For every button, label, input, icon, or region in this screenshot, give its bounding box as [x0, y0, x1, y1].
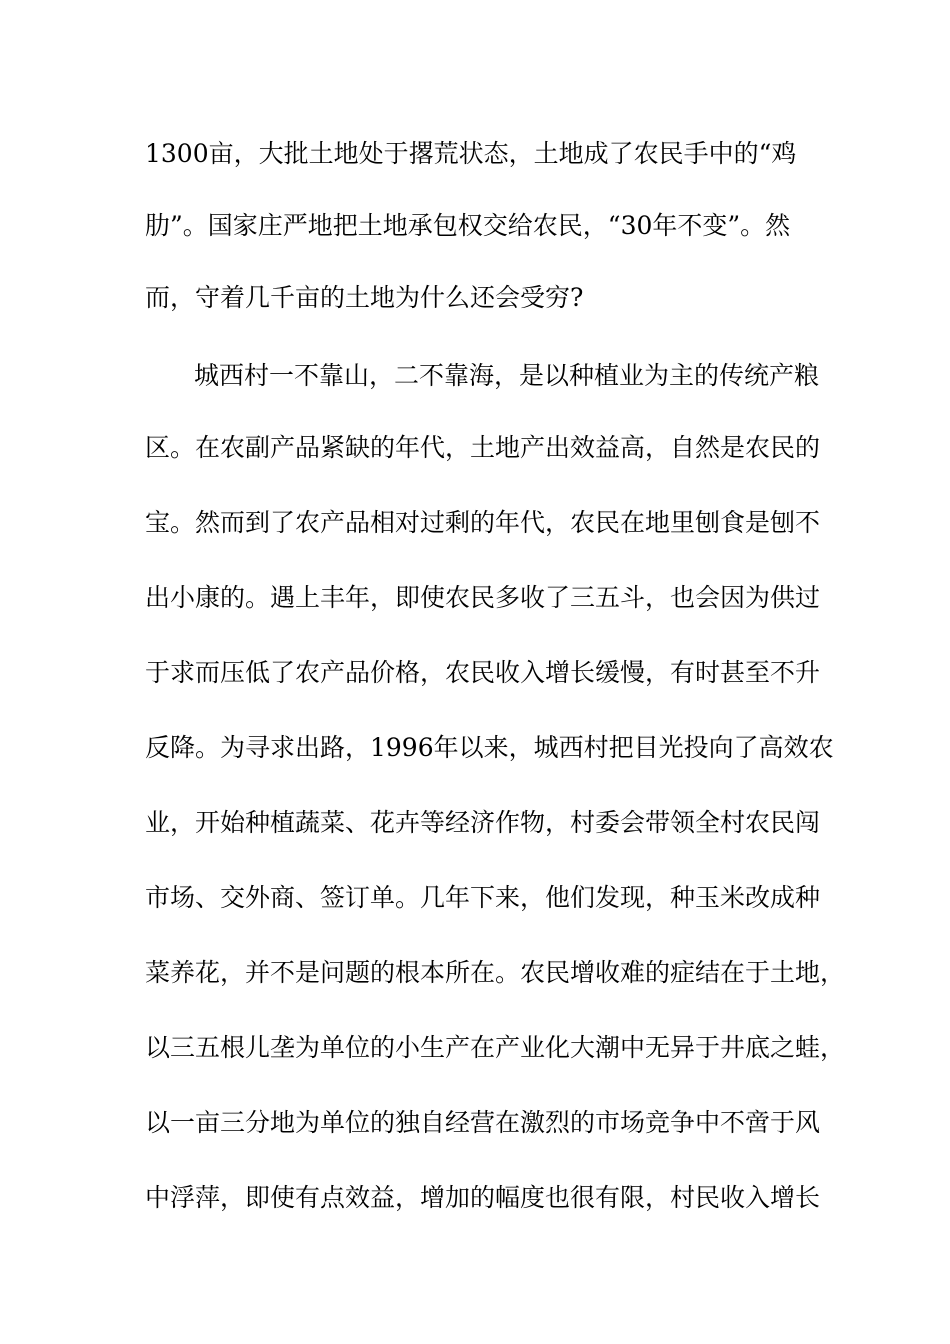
text-line-10: 业，开始种植蔬菜、花卉等经济作物，村委会带领全村农民闯	[145, 808, 821, 837]
text-line-9: 反降。为寻求出路，1996年以来，城西村把目光投向了高效农	[145, 733, 834, 762]
text-line-1: 1300亩，大批土地处于撂荒状态，土地成了农民手中的“鸡	[145, 139, 797, 168]
text-line-14: 以一亩三分地为单位的独自经营在激烈的市场竞争中不啻于风	[145, 1108, 821, 1137]
text-line-15: 中浮萍，即使有点效益，增加的幅度也很有限，村民收入增长	[145, 1183, 821, 1212]
text-line-4: 城西村一不靠山，二不靠海，是以种植业为主的传统产粮	[194, 361, 820, 390]
text-line-8: 于求而压低了农产品价格，农民收入增长缓慢，有时甚至不升	[145, 658, 821, 687]
text-line-3: 而，守着几千亩的土地为什么还会受穷?	[145, 283, 584, 312]
text-line-6: 宝。然而到了农产品相对过剩的年代，农民在地里刨食是刨不	[145, 508, 821, 537]
text-line-13: 以三五根儿垄为单位的小生产在产业化大潮中无异于井底之蛙，	[145, 1033, 846, 1062]
text-line-7: 出小康的。遇上丰年，即使农民多收了三五斗，也会因为供过	[145, 583, 821, 612]
text-line-5: 区。在农副产品紧缺的年代，土地产出效益高，自然是农民的	[145, 433, 821, 462]
text-line-2: 肋”。国家庄严地把土地承包权交给农民，“30年不变”。然	[145, 211, 791, 240]
text-line-11: 市场、交外商、签订单。几年下来，他们发现，种玉米改成种	[145, 883, 821, 912]
text-line-12: 菜养花，并不是问题的根本所在。农民增收难的症结在于土地，	[145, 958, 846, 987]
